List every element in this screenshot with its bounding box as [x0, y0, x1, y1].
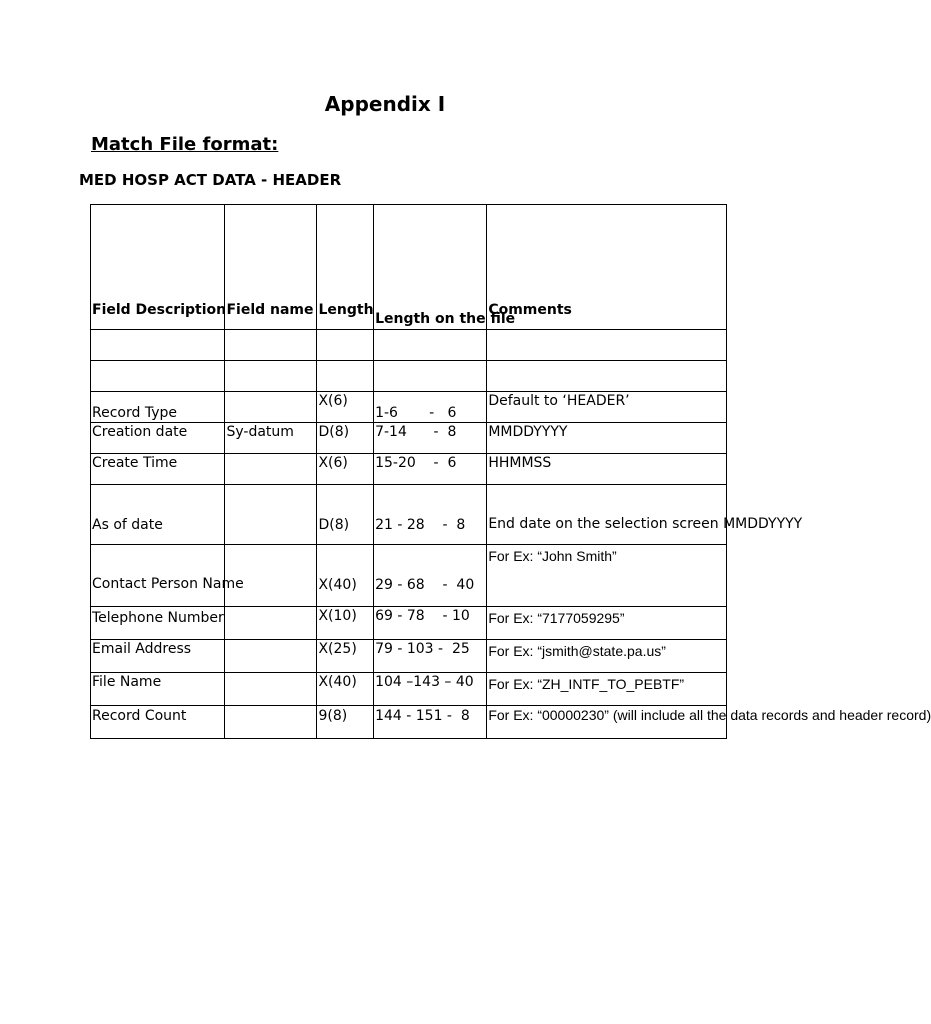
header-comments: Comments [487, 205, 727, 330]
length-cell: D(8) [317, 423, 374, 454]
match-file-format-table [90, 204, 931, 739]
comment-cell: For Ex: “John Smith” [487, 545, 727, 607]
length-cell: X(6) [317, 392, 374, 423]
field-name-cell [225, 607, 317, 640]
position-cell: 7-14 - 8 [374, 423, 487, 454]
comment-cell: For Ex: “7177059295” [487, 607, 727, 640]
field-name-cell [225, 454, 317, 485]
header-field-name: Field name [225, 205, 317, 330]
comment-cell: Default to ‘HEADER’ [487, 392, 727, 423]
field-name-cell [225, 673, 317, 706]
field-name-cell [225, 485, 317, 545]
field-description-cell: Creation date [91, 423, 225, 454]
field-description-cell: Telephone Number [91, 607, 225, 640]
table-row [91, 640, 727, 673]
comment-cell: For Ex: “jsmith@state.pa.us” [487, 640, 727, 673]
length-cell: X(40) [317, 673, 374, 706]
comment-cell: For Ex: “ZH_INTF_TO_PEBTF” [487, 673, 727, 706]
length-cell: X(40) [317, 545, 374, 607]
blank-row [91, 361, 727, 392]
field-name-cell [225, 640, 317, 673]
blank-row [91, 330, 727, 361]
table-row [91, 423, 727, 454]
field-name-cell [225, 706, 317, 739]
length-cell: D(8) [317, 485, 374, 545]
header-length: Length [317, 205, 374, 330]
table-row [91, 485, 727, 545]
position-cell: 1-6 - 6 [374, 392, 487, 423]
field-description-cell: Create Time [91, 454, 225, 485]
length-cell: X(10) [317, 607, 374, 640]
field-description-cell: Record Type [91, 392, 225, 423]
field-description-cell: Email Address [91, 640, 225, 673]
header-field-description: Field Description [91, 205, 225, 330]
field-description-cell: As of date [91, 485, 225, 545]
table-row [91, 607, 727, 640]
comment-cell: For Ex: “00000230” (will include all the data records and header record) [487, 706, 727, 739]
table-header-row [91, 205, 727, 330]
position-cell: 104 –143 – 40 [374, 673, 487, 706]
table-row [91, 545, 727, 607]
field-description-cell: Record Count [91, 706, 225, 739]
field-name-cell [225, 392, 317, 423]
document-title: Appendix I [324, 92, 446, 116]
header-length-on-file: Length on the file [374, 205, 487, 330]
position-cell: 21 - 28 - 8 [374, 485, 487, 545]
length-cell: X(6) [317, 454, 374, 485]
length-cell: X(25) [317, 640, 374, 673]
table-row [91, 706, 727, 739]
comment-cell: HHMMSS [487, 454, 727, 485]
section-heading: MED HOSP ACT DATA - HEADER [79, 171, 342, 189]
comment-cell: End date on the selection screen MMDDYYYY [487, 485, 727, 545]
position-cell: 69 - 78 - 10 [374, 607, 487, 640]
table-row [91, 673, 727, 706]
position-cell: 144 - 151 - 8 [374, 706, 487, 739]
field-description-cell: Contact Person Name [91, 545, 225, 607]
field-name-cell: Sy-datum [225, 423, 317, 454]
comment-cell: MMDDYYYY [487, 423, 727, 454]
document-subtitle: Match File format: [91, 134, 279, 155]
length-cell: 9(8) [317, 706, 374, 739]
position-cell: 29 - 68 - 40 [374, 545, 487, 607]
field-description-cell: File Name [91, 673, 225, 706]
table-row [91, 454, 727, 485]
table-row [91, 392, 727, 423]
position-cell: 79 - 103 - 25 [374, 640, 487, 673]
position-cell: 15-20 - 6 [374, 454, 487, 485]
